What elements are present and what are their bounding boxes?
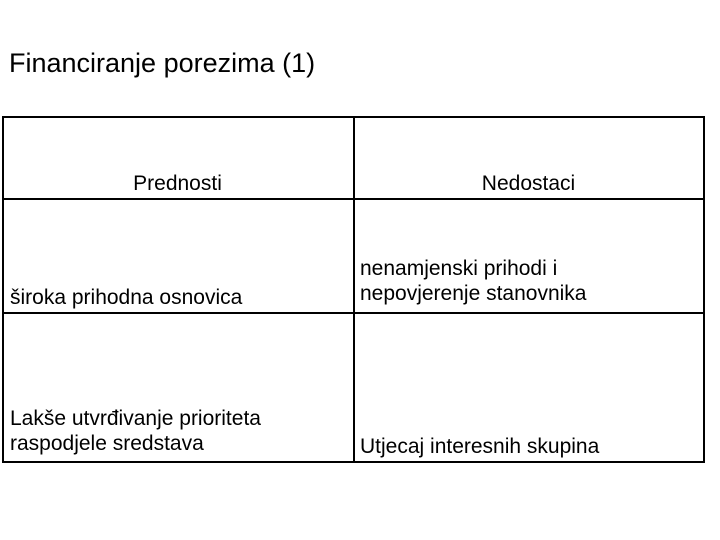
row1-disadvantage-line2: nepovjerenje stanovnika <box>360 282 587 305</box>
row2-advantage-line2: raspodjele sredstava <box>10 432 204 455</box>
row2-disadvantage <box>360 434 599 459</box>
row1-disadvantage-line1: nenamjenski prihodi i <box>360 257 558 280</box>
header-disadvantages: Nedostaci <box>481 172 576 195</box>
row2-advantage-line1: Lakše utvrđivanje prioriteta <box>10 407 261 430</box>
row2-disadvantage-line1: Utjecaj interesnih skupina <box>360 435 600 458</box>
row-divider-middle <box>4 312 703 314</box>
row1-advantage-line1: široka prihodna osnovica <box>10 286 243 309</box>
slide-title: Financiranje porezima (1) <box>9 48 316 78</box>
row-divider-header <box>4 198 703 200</box>
header-advantages: Prednosti <box>133 172 222 195</box>
row2-advantage <box>10 406 261 456</box>
row1-disadvantage <box>360 256 587 306</box>
column-divider <box>353 118 355 461</box>
comparison-table <box>2 116 705 463</box>
row1-advantage <box>10 285 242 310</box>
